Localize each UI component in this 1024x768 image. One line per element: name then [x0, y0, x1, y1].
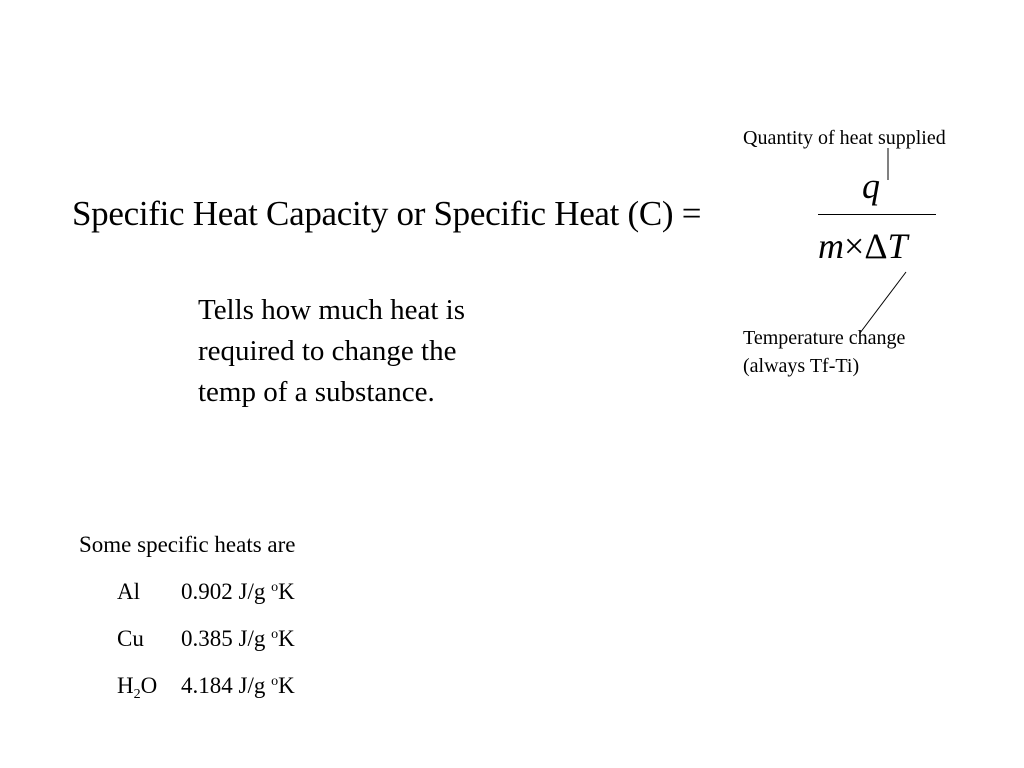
specific-heats-list	[117, 576, 295, 717]
compound-symbol: $H_2O$	[117, 673, 158, 702]
temp-change-line2: (always Tf-Ti)	[743, 355, 860, 377]
formula-numerator: q	[862, 166, 880, 206]
denom-mass: m	[818, 226, 844, 266]
specific-heat-value: 4.184 J/g $^o$K	[181, 673, 295, 698]
list-item	[117, 576, 295, 623]
temperature-change-annotation	[743, 324, 905, 380]
specific-heat-value: 0.385 J/g $^o$K	[181, 626, 295, 651]
specific-heat-value: 0.902 J/g $^o$K	[181, 579, 295, 604]
denom-delta: Δ	[864, 226, 888, 266]
fraction-bar	[818, 214, 936, 215]
list-item	[117, 623, 295, 670]
element-symbol: Cu	[117, 626, 144, 651]
specific-heat-description	[198, 290, 538, 413]
description-line2: required to change the	[198, 335, 457, 367]
formula-left-side: Specific Heat Capacity or Specific Heat (C) =	[72, 194, 702, 233]
heat-supplied-annotation: Quantity of heat supplied	[743, 127, 946, 149]
element-symbol: Al	[117, 579, 140, 604]
denom-times: ×	[844, 226, 865, 266]
formula-denominator	[818, 224, 908, 268]
description-line3: temp of a substance.	[198, 376, 435, 408]
list-item	[117, 670, 295, 717]
denom-temperature: T	[887, 226, 908, 266]
specific-heats-title: Some specific heats are	[79, 532, 296, 557]
temp-change-line1: Temperature change	[743, 327, 906, 349]
description-line1: Tells how much heat is	[198, 294, 465, 326]
